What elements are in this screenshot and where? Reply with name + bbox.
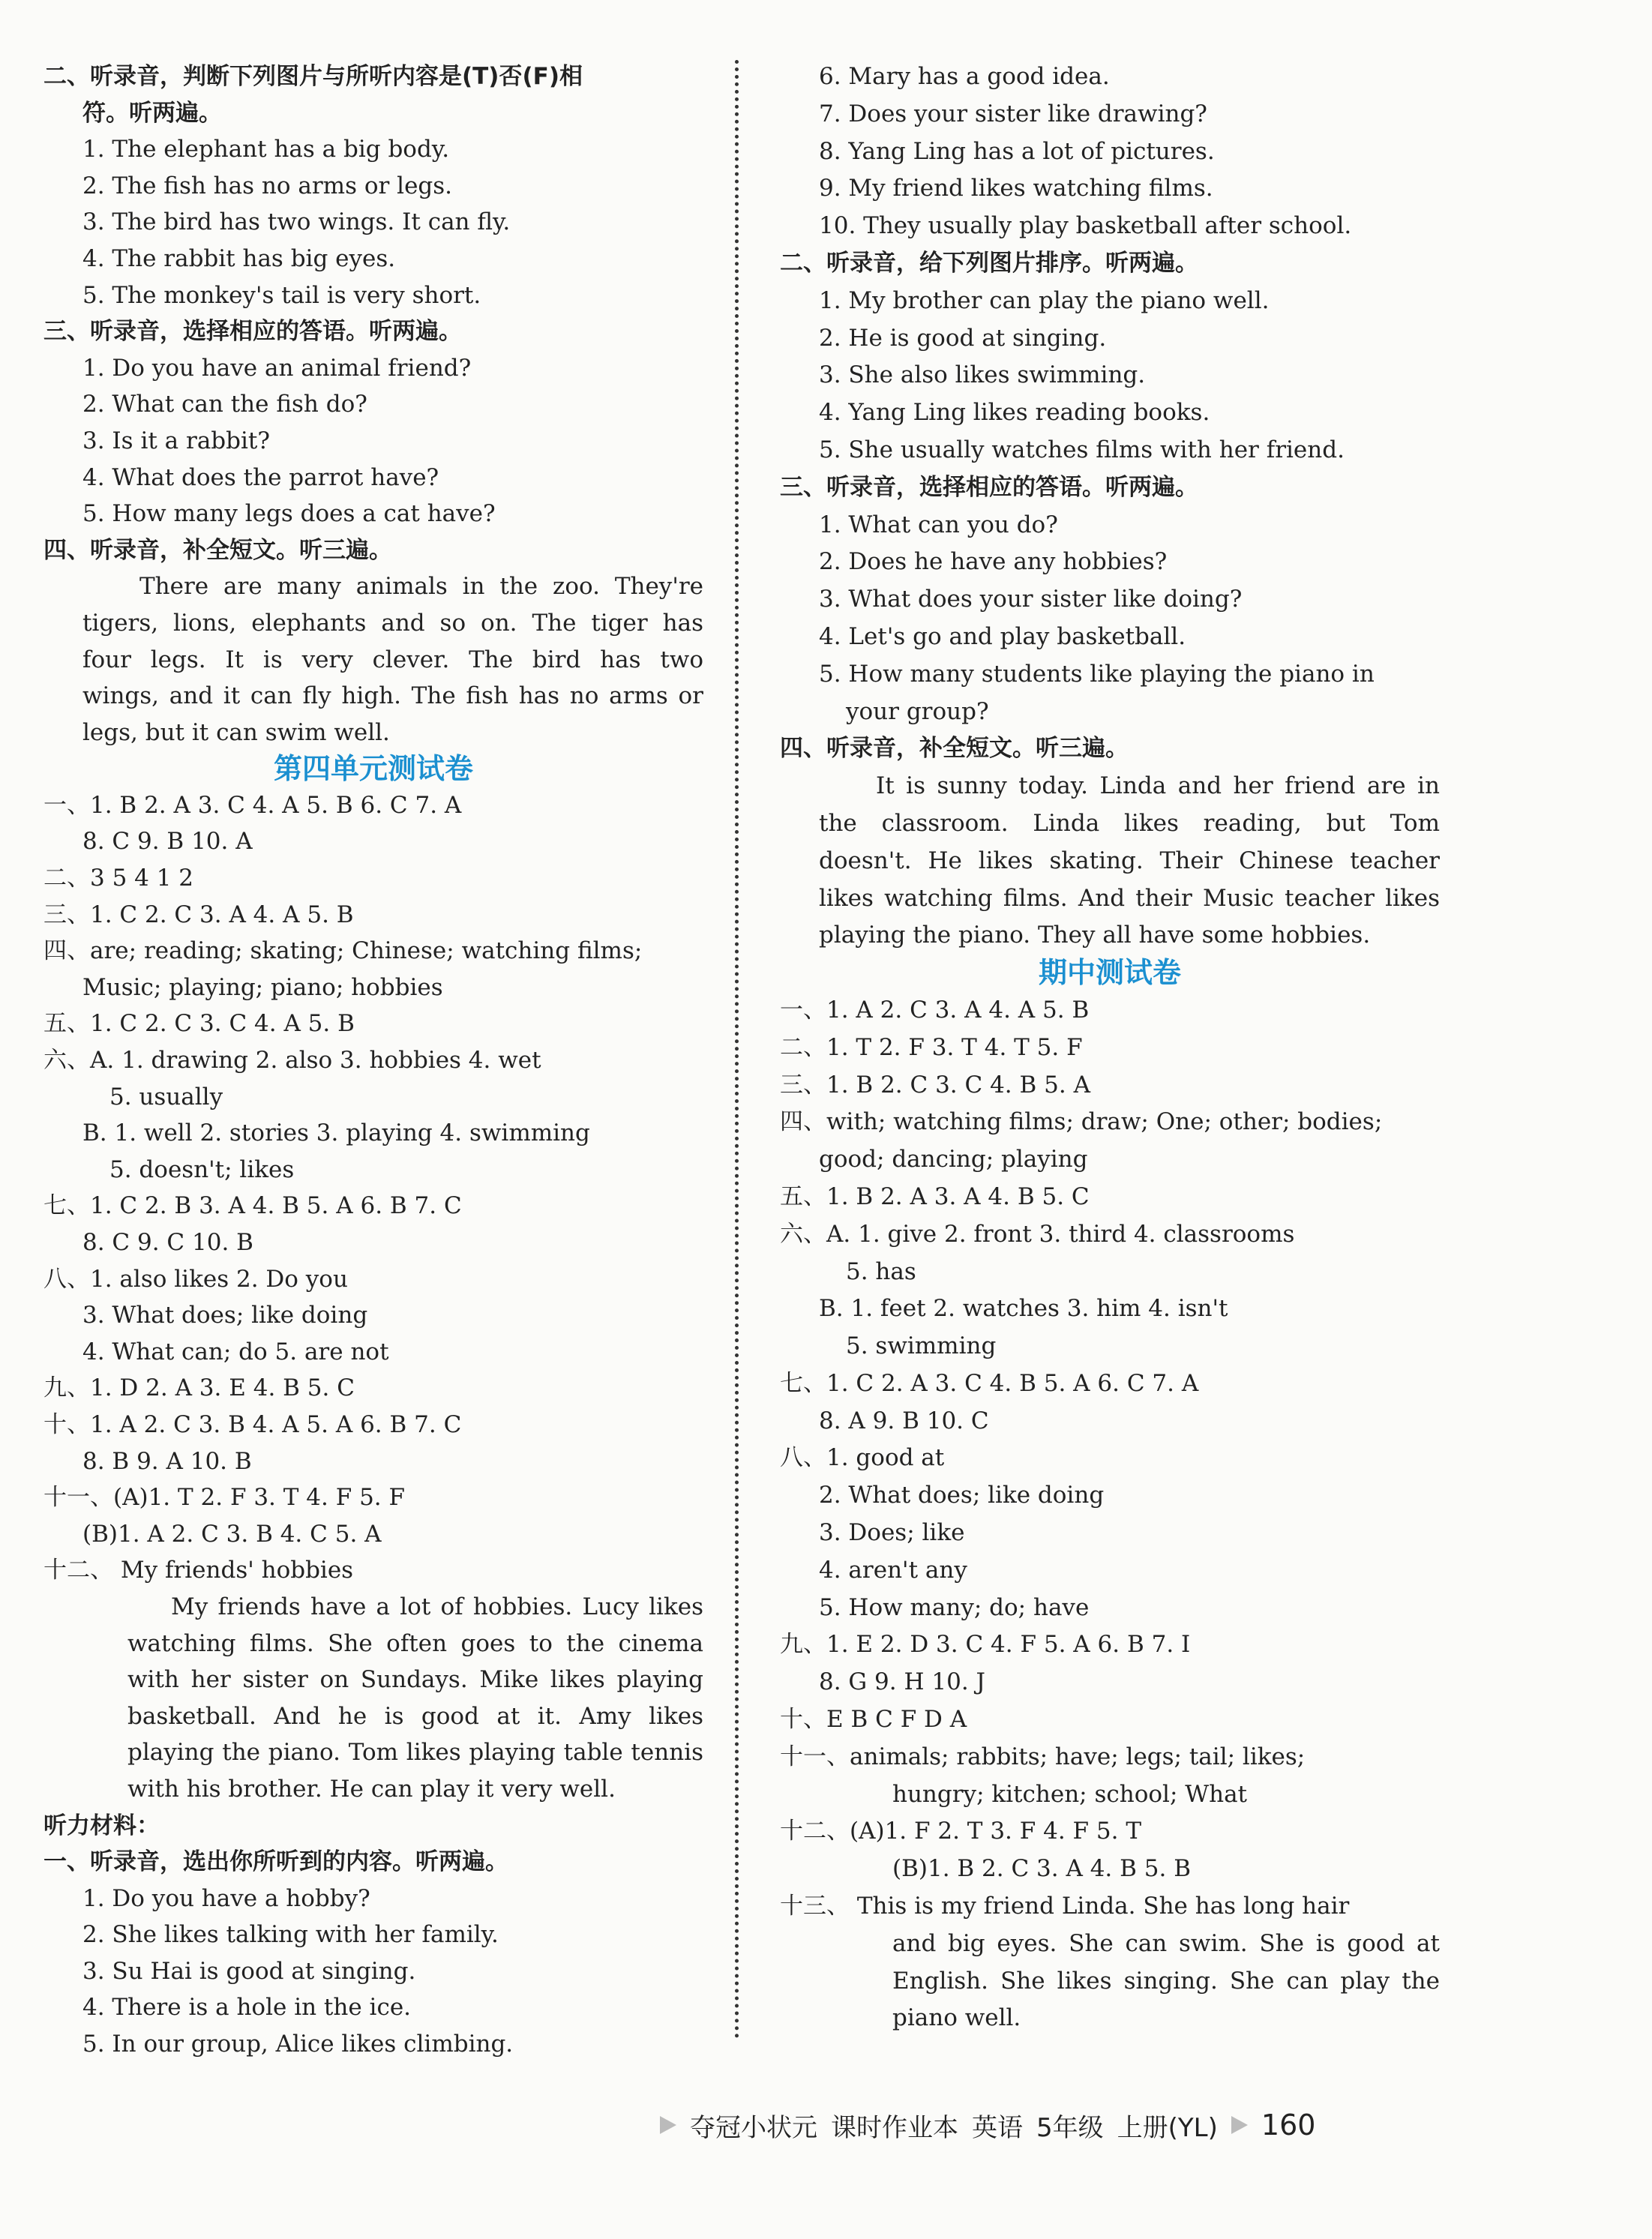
text-line: 3. Su Hai is good at singing. [82,1957,416,1985]
text-line: 四、with; watching films; draw; One; other; bodies; [780,1108,1383,1136]
text-line: 一、听录音，选出你所听到的内容。听两遍。 [43,1848,508,1876]
text-line: 二、3 5 4 1 2 [43,865,194,892]
text-line: There are many animals in the zoo. They're [139,573,703,601]
text-line: 6. Mary has a good idea. [819,63,1110,90]
text-line: 十、E B C F D A [780,1706,967,1734]
text-line: 三、听录音，选择相应的答语。听两遍。 [780,473,1198,501]
text-line: 8. C 9. C 10. B [82,1229,253,1256]
column-divider [735,60,739,2040]
text-line: good; dancing; playing [819,1146,1088,1173]
text-line: legs, but it can swim well. [82,718,390,746]
text-line: 5. How many students like playing the piano in [819,660,1375,688]
text-line: 六、A. 1. drawing 2. also 3. hobbies 4. wet [43,1047,541,1075]
arrow-icon [660,2116,676,2134]
text-line: 十二、(A)1. F 2. T 3. F 4. F 5. T [780,1818,1142,1845]
text-line: My friends have a lot of hobbies. Lucy likes [171,1593,703,1620]
footer-brand: 夺冠小状元 [690,2112,817,2143]
text-line: 三、听录音，选择相应的答语。听两遍。 [43,318,462,346]
text-line: 十、1. A 2. C 3. B 4. A 5. A 6. B 7. C [43,1410,462,1438]
text-line: hungry; kitchen; school; What [892,1780,1248,1808]
text-line: 4. What does the parrot have? [82,463,439,491]
text-line: 5. How many legs does a cat have? [82,500,496,528]
text-line: 3. Is it a rabbit? [82,427,270,454]
text-line: 七、1. C 2. A 3. C 4. B 5. A 6. C 7. A [780,1369,1199,1397]
text-line: 5. doesn't; likes [109,1155,295,1183]
text-line: 3. She also likes swimming. [819,361,1146,389]
text-line: 七、1. C 2. B 3. A 4. B 5. A 6. B 7. C [43,1192,462,1220]
text-line: with her sister on Sundays. Mike likes playing [127,1666,703,1694]
text-line: 八、1. good at [780,1444,945,1472]
text-line: 3. What does; like doing [82,1302,368,1329]
text-line: playing the piano. They all have some hobbies. [819,922,1371,949]
text-line: 一、1. B 2. A 3. C 4. A 5. B 6. C 7. A [43,791,462,819]
text-line: 3. The bird has two wings. It can fly. [82,208,511,236]
text-line: 1. My brother can play the piano well. [819,286,1270,314]
text-line: 四、听录音，补全短文。听三遍。 [43,536,392,564]
text-line: 5. How many; do; have [819,1593,1090,1621]
text-line: 2. He is good at singing. [819,324,1107,352]
text-line: 符。听两遍。 [82,99,222,127]
text-line: piano well. [892,2004,1021,2032]
arrow-icon [1231,2116,1248,2134]
text-line: 听力材料： [43,1812,160,1839]
text-line: 5. usually [109,1083,223,1111]
text-line: 九、1. D 2. A 3. E 4. B 5. C [43,1374,355,1402]
text-line: 5. She usually watches films with her friend. [819,436,1345,463]
text-line: 1. Do you have an animal friend? [82,354,472,382]
text-line: 期中测试卷 [1038,956,1181,990]
text-line: 5. has [846,1257,916,1285]
footer-book: 课时作业本 [831,2112,958,2143]
text-line: with his brother. He can play it very well. [127,1775,616,1803]
text-line: 4. There is a hole in the ice. [82,1994,412,2022]
text-line: 5. swimming [846,1332,997,1360]
text-line: 二、听录音，判断下列图片与所听内容是(T)否(F)相 [43,63,583,90]
text-line: 五、1. B 2. A 3. A 4. B 5. C [780,1182,1090,1210]
text-line: 十一、(A)1. T 2. F 3. T 4. F 5. F [43,1484,406,1512]
page-footer [660,2103,1315,2148]
text-line: English. She likes singing. She can play the [892,1967,1440,1995]
text-line: 三、1. C 2. C 3. A 4. A 5. B [43,901,354,928]
text-line: 1. What can you do? [819,511,1058,538]
text-line: watching films. She often goes to the cinema [127,1629,703,1657]
text-line: playing the piano. Tom likes playing table tennis [127,1739,703,1767]
text-line: B. 1. feet 2. watches 3. him 4. isn't [819,1295,1228,1323]
text-line: 3. Does; like [819,1519,965,1547]
text-line: 2. What does; like doing [819,1482,1105,1509]
text-line: Music; playing; piano; hobbies [82,973,443,1001]
text-line: 8. G 9. H 10. J [819,1668,985,1696]
text-line: 八、1. also likes 2. Do you [43,1265,348,1293]
text-line: 2. She likes talking with her family. [82,1921,499,1949]
text-line: your group? [846,697,989,725]
text-line: (B)1. B 2. C 3. A 4. B 5. B [892,1855,1191,1883]
text-line: 六、A. 1. give 2. front 3. third 4. classrooms [780,1220,1295,1248]
text-line: It is sunny today. Linda and her friend are in [876,772,1440,800]
footer-volume: 上册(YL) [1117,2112,1218,2143]
text-line: 4. Yang Ling likes reading books. [819,399,1210,427]
text-line: 8. A 9. B 10. C [819,1407,989,1434]
text-line: 二、1. T 2. F 3. T 4. T 5. F [780,1033,1083,1061]
text-line: 1. Do you have a hobby? [82,1884,370,1912]
footer-grade: 5年级 [1036,2112,1104,2143]
text-line: 三、1. B 2. C 3. C 4. B 5. A [780,1071,1090,1099]
page-number: 160 [1261,2109,1316,2142]
text-line: 8. B 9. A 10. B [82,1447,252,1475]
text-line: doesn't. He likes skating. Their Chinese teacher [819,847,1440,874]
text-line: 5. The monkey's tail is very short. [82,281,481,309]
text-line: basketball. And he is good at it. Amy likes [127,1702,703,1730]
text-line: 九、1. E 2. D 3. C 4. F 5. A 6. B 7. I [780,1631,1191,1659]
text-line: the classroom. Linda likes reading, but Tom [819,809,1440,837]
text-line: 8. Yang Ling has a lot of pictures. [819,137,1215,165]
text-line: tigers, lions, elephants and so on. The tiger has [82,609,703,637]
text-line: 十三、 This is my friend Linda. She has long hair [780,1893,1350,1920]
text-line: 2. Does he have any hobbies? [819,548,1168,576]
text-line: likes watching films. And their Music teacher likes [819,884,1440,912]
text-line: 8. C 9. B 10. A [82,828,253,856]
text-line: 十一、animals; rabbits; have; legs; tail; likes; [780,1743,1306,1770]
text-line: B. 1. well 2. stories 3. playing 4. swimming [82,1120,590,1147]
text-line: four legs. It is very clever. The bird has two [82,646,703,673]
text-line: 2. What can the fish do? [82,391,367,418]
text-line: 3. What does your sister like doing? [819,586,1243,613]
text-line: 2. The fish has no arms or legs. [82,172,453,199]
text-line: 4. What can; do 5. are not [82,1338,389,1365]
right-column [780,58,1440,2037]
text-line: wings, and it can fly high. The fish has no arms or [82,682,703,710]
text-line: 4. The rabbit has big eyes. [82,244,396,272]
text-line: 四、are; reading; skating; Chinese; watching films; [43,937,643,965]
text-line: and big eyes. She can swim. She is good at [892,1929,1440,1957]
text-line: 十二、 My friends' hobbies [43,1557,354,1584]
footer-subject: 英语 [972,2112,1023,2143]
text-line: 4. Let's go and play basketball. [819,622,1186,650]
text-line: 五、1. C 2. C 3. C 4. A 5. B [43,1010,355,1038]
text-line: 7. Does your sister like drawing? [819,100,1207,127]
text-line: 二、听录音，给下列图片排序。听两遍。 [780,249,1198,277]
text-line: (B)1. A 2. C 3. B 4. C 5. A [82,1520,382,1548]
text-line: 10. They usually play basketball after school. [819,212,1352,240]
text-line: 一、1. A 2. C 3. A 4. A 5. B [780,996,1090,1024]
left-column [43,58,703,2063]
text-line: 5. In our group, Alice likes climbing. [82,2031,514,2058]
text-line: 四、听录音，补全短文。听三遍。 [780,735,1129,763]
text-line: 第四单元测试卷 [273,752,473,786]
text-line: 4. aren't any [819,1556,967,1584]
text-line: 1. The elephant has a big body. [82,136,450,163]
text-line: 9. My friend likes watching films. [819,175,1213,202]
